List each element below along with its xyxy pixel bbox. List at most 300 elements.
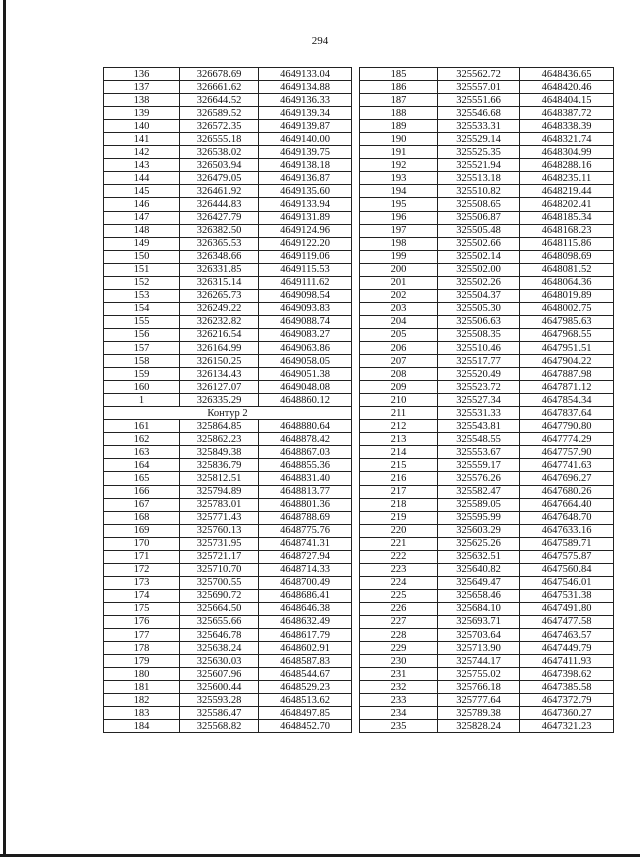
table-row <box>360 629 614 642</box>
x-coordinate: 325506.87 <box>438 211 520 224</box>
x-coordinate: 325721.17 <box>180 550 259 563</box>
y-coordinate: 4649139.87 <box>259 120 352 133</box>
y-coordinate: 4647463.57 <box>520 629 614 642</box>
table-row <box>104 615 352 628</box>
point-number: 144 <box>104 172 180 185</box>
point-number: 224 <box>360 576 438 589</box>
table-row <box>360 315 614 328</box>
x-coordinate: 325766.18 <box>438 681 520 694</box>
table-row <box>104 694 352 707</box>
point-number: 233 <box>360 694 438 707</box>
y-coordinate: 4647385.58 <box>520 681 614 694</box>
x-coordinate: 325849.38 <box>180 446 259 459</box>
y-coordinate: 4649119.06 <box>259 250 352 263</box>
y-coordinate: 4648019.89 <box>520 289 614 302</box>
x-coordinate: 326589.52 <box>180 107 259 120</box>
point-number: 226 <box>360 602 438 615</box>
point-number: 145 <box>104 185 180 198</box>
y-coordinate: 4648855.36 <box>259 459 352 472</box>
point-number: 141 <box>104 133 180 146</box>
table-row <box>360 720 614 733</box>
x-coordinate: 325693.71 <box>438 615 520 628</box>
point-number: 153 <box>104 289 180 302</box>
y-coordinate: 4648420.46 <box>520 81 614 94</box>
x-coordinate: 325508.35 <box>438 328 520 341</box>
table-row <box>360 368 614 381</box>
point-number: 171 <box>104 550 180 563</box>
point-number: 139 <box>104 107 180 120</box>
x-coordinate: 325638.24 <box>180 642 259 655</box>
x-coordinate: 325559.17 <box>438 459 520 472</box>
y-coordinate: 4647648.70 <box>520 511 614 524</box>
y-coordinate: 4649133.94 <box>259 198 352 211</box>
y-coordinate: 4649140.00 <box>259 133 352 146</box>
point-number: 220 <box>360 524 438 537</box>
point-number: 190 <box>360 133 438 146</box>
table-row <box>104 159 352 172</box>
x-coordinate: 325794.89 <box>180 485 259 498</box>
table-row <box>360 681 614 694</box>
y-coordinate: 4648404.15 <box>520 94 614 107</box>
point-number: 157 <box>104 341 180 354</box>
x-coordinate: 325521.94 <box>438 159 520 172</box>
table-row <box>360 642 614 655</box>
y-coordinate: 4647696.27 <box>520 472 614 485</box>
x-coordinate: 326232.82 <box>180 315 259 328</box>
point-number: 178 <box>104 642 180 655</box>
y-coordinate: 4648813.77 <box>259 485 352 498</box>
x-coordinate: 325546.68 <box>438 107 520 120</box>
point-number: 193 <box>360 172 438 185</box>
table-row <box>360 302 614 315</box>
point-number: 148 <box>104 224 180 237</box>
x-coordinate: 326427.79 <box>180 211 259 224</box>
x-coordinate: 325520.49 <box>438 368 520 381</box>
x-coordinate: 325582.47 <box>438 485 520 498</box>
y-coordinate: 4648587.83 <box>259 655 352 668</box>
table-row <box>104 394 352 407</box>
point-number: 186 <box>360 81 438 94</box>
table-row <box>360 511 614 524</box>
y-coordinate: 4647491.80 <box>520 602 614 615</box>
table-row <box>360 707 614 720</box>
table-row <box>104 328 352 341</box>
y-coordinate: 4648321.74 <box>520 133 614 146</box>
point-number: 156 <box>104 328 180 341</box>
y-coordinate: 4648185.34 <box>520 211 614 224</box>
x-coordinate: 325713.90 <box>438 642 520 655</box>
y-coordinate: 4647757.90 <box>520 446 614 459</box>
y-coordinate: 4649058.05 <box>259 355 352 368</box>
x-coordinate: 325593.28 <box>180 694 259 707</box>
x-coordinate: 325632.51 <box>438 550 520 563</box>
table-row <box>104 707 352 720</box>
table-row <box>104 120 352 133</box>
y-coordinate: 4648880.64 <box>259 420 352 433</box>
y-coordinate: 4648288.16 <box>520 159 614 172</box>
x-coordinate: 325600.44 <box>180 681 259 694</box>
x-coordinate: 325553.67 <box>438 446 520 459</box>
table-row <box>104 250 352 263</box>
table-row <box>104 81 352 94</box>
point-number: 160 <box>104 381 180 394</box>
table-row <box>360 263 614 276</box>
table-row <box>104 107 352 120</box>
point-number: 175 <box>104 602 180 615</box>
x-coordinate: 325684.10 <box>438 602 520 615</box>
x-coordinate: 325502.00 <box>438 263 520 276</box>
point-number: 225 <box>360 589 438 602</box>
y-coordinate: 4649136.33 <box>259 94 352 107</box>
coordinates-table-right <box>359 67 614 733</box>
table-row <box>104 185 352 198</box>
point-number: 183 <box>104 707 180 720</box>
point-number: 167 <box>104 498 180 511</box>
y-coordinate: 4648714.33 <box>259 563 352 576</box>
x-coordinate: 325502.26 <box>438 276 520 289</box>
point-number: 151 <box>104 263 180 276</box>
table-row <box>104 589 352 602</box>
y-coordinate: 4647871.12 <box>520 381 614 394</box>
x-coordinate: 326538.02 <box>180 146 259 159</box>
x-coordinate: 325789.38 <box>438 707 520 720</box>
table-row <box>360 237 614 250</box>
point-number: 197 <box>360 224 438 237</box>
x-coordinate: 325760.13 <box>180 524 259 537</box>
x-coordinate: 326661.62 <box>180 81 259 94</box>
x-coordinate: 325864.85 <box>180 420 259 433</box>
table-row <box>360 276 614 289</box>
table-row <box>104 655 352 668</box>
y-coordinate: 4647360.27 <box>520 707 614 720</box>
table-row <box>104 198 352 211</box>
table-row <box>104 289 352 302</box>
y-coordinate: 4648387.72 <box>520 107 614 120</box>
y-coordinate: 4647887.98 <box>520 368 614 381</box>
x-coordinate: 325586.47 <box>180 707 259 720</box>
y-coordinate: 4649115.53 <box>259 263 352 276</box>
y-coordinate: 4649088.74 <box>259 315 352 328</box>
table-row <box>104 302 352 315</box>
point-number: 136 <box>104 68 180 81</box>
point-number: 196 <box>360 211 438 224</box>
point-number: 170 <box>104 537 180 550</box>
point-number: 234 <box>360 707 438 720</box>
point-number: 215 <box>360 459 438 472</box>
point-number: 207 <box>360 355 438 368</box>
point-number: 140 <box>104 120 180 133</box>
y-coordinate: 4648452.70 <box>259 720 352 733</box>
point-number: 232 <box>360 681 438 694</box>
y-coordinate: 4648867.03 <box>259 446 352 459</box>
x-coordinate: 326335.29 <box>180 394 259 407</box>
y-coordinate: 4648002.75 <box>520 302 614 315</box>
point-number: 231 <box>360 668 438 681</box>
point-number: 216 <box>360 472 438 485</box>
x-coordinate: 325658.46 <box>438 589 520 602</box>
x-coordinate: 325543.81 <box>438 420 520 433</box>
y-coordinate: 4648115.86 <box>520 237 614 250</box>
point-number: 147 <box>104 211 180 224</box>
y-coordinate: 4648741.31 <box>259 537 352 550</box>
x-coordinate: 325755.02 <box>438 668 520 681</box>
table-row <box>360 289 614 302</box>
table-row <box>360 81 614 94</box>
y-coordinate: 4648632.49 <box>259 615 352 628</box>
x-coordinate: 325640.82 <box>438 563 520 576</box>
x-coordinate: 325595.99 <box>438 511 520 524</box>
y-coordinate: 4648304.99 <box>520 146 614 159</box>
y-coordinate: 4648878.42 <box>259 433 352 446</box>
point-number: 165 <box>104 472 180 485</box>
point-number: 210 <box>360 394 438 407</box>
x-coordinate: 325533.31 <box>438 120 520 133</box>
table-row <box>104 681 352 694</box>
x-coordinate: 326678.69 <box>180 68 259 81</box>
x-coordinate: 326555.18 <box>180 133 259 146</box>
y-coordinate: 4648686.41 <box>259 589 352 602</box>
y-coordinate: 4647837.64 <box>520 407 614 420</box>
table-row <box>360 498 614 511</box>
x-coordinate: 325812.51 <box>180 472 259 485</box>
x-coordinate: 325505.30 <box>438 302 520 315</box>
point-number: 199 <box>360 250 438 263</box>
x-coordinate: 326164.99 <box>180 341 259 354</box>
point-number: 204 <box>360 315 438 328</box>
x-coordinate: 326331.85 <box>180 263 259 276</box>
x-coordinate: 326572.35 <box>180 120 259 133</box>
table-row <box>104 576 352 589</box>
point-number: 176 <box>104 615 180 628</box>
table-row <box>360 107 614 120</box>
point-number: 137 <box>104 81 180 94</box>
point-number: 185 <box>360 68 438 81</box>
x-coordinate: 325506.63 <box>438 315 520 328</box>
y-coordinate: 4647904.22 <box>520 355 614 368</box>
x-coordinate: 325655.66 <box>180 615 259 628</box>
table-row <box>104 237 352 250</box>
y-coordinate: 4648513.62 <box>259 694 352 707</box>
table-row <box>360 394 614 407</box>
y-coordinate: 4648788.69 <box>259 511 352 524</box>
table-row <box>104 550 352 563</box>
y-coordinate: 4648081.52 <box>520 263 614 276</box>
y-coordinate: 4648219.44 <box>520 185 614 198</box>
y-coordinate: 4648436.65 <box>520 68 614 81</box>
x-coordinate: 325510.46 <box>438 341 520 354</box>
x-coordinate: 326479.05 <box>180 172 259 185</box>
point-number: 159 <box>104 368 180 381</box>
table-row <box>104 172 352 185</box>
table-row <box>104 537 352 550</box>
point-number: 219 <box>360 511 438 524</box>
x-coordinate: 325690.72 <box>180 589 259 602</box>
x-coordinate: 325513.18 <box>438 172 520 185</box>
x-coordinate: 325731.95 <box>180 537 259 550</box>
table-row <box>104 224 352 237</box>
point-number: 173 <box>104 576 180 589</box>
point-number: 217 <box>360 485 438 498</box>
y-coordinate: 4648602.91 <box>259 642 352 655</box>
y-coordinate: 4647589.71 <box>520 537 614 550</box>
x-coordinate: 325630.03 <box>180 655 259 668</box>
contour-heading: Контур 2 <box>104 407 352 420</box>
y-coordinate: 4649133.04 <box>259 68 352 81</box>
y-coordinate: 4647477.58 <box>520 615 614 628</box>
point-number: 230 <box>360 655 438 668</box>
table-row <box>360 185 614 198</box>
x-coordinate: 325836.79 <box>180 459 259 472</box>
point-number: 154 <box>104 302 180 315</box>
point-number: 166 <box>104 485 180 498</box>
table-row <box>360 211 614 224</box>
y-coordinate: 4648775.76 <box>259 524 352 537</box>
y-coordinate: 4648544.67 <box>259 668 352 681</box>
point-number: 180 <box>104 668 180 681</box>
y-coordinate: 4648168.23 <box>520 224 614 237</box>
y-coordinate: 4649124.96 <box>259 224 352 237</box>
y-coordinate: 4648235.11 <box>520 172 614 185</box>
point-number: 181 <box>104 681 180 694</box>
x-coordinate: 325589.05 <box>438 498 520 511</box>
point-number: 146 <box>104 198 180 211</box>
y-coordinate: 4649136.87 <box>259 172 352 185</box>
table-row <box>360 420 614 433</box>
table-row <box>104 511 352 524</box>
table-row <box>360 694 614 707</box>
table-row <box>360 159 614 172</box>
y-coordinate: 4649098.54 <box>259 289 352 302</box>
y-coordinate: 4648202.41 <box>520 198 614 211</box>
table-row <box>104 720 352 733</box>
point-number: 201 <box>360 276 438 289</box>
table-row <box>360 563 614 576</box>
point-number: 200 <box>360 263 438 276</box>
table-row <box>104 276 352 289</box>
table-row <box>104 263 352 276</box>
x-coordinate: 325517.77 <box>438 355 520 368</box>
table-row <box>360 120 614 133</box>
point-number: 211 <box>360 407 438 420</box>
y-coordinate: 4648497.85 <box>259 707 352 720</box>
table-row <box>360 381 614 394</box>
y-coordinate: 4647372.79 <box>520 694 614 707</box>
table-row <box>104 355 352 368</box>
table-row <box>360 198 614 211</box>
point-number: 164 <box>104 459 180 472</box>
x-coordinate: 326461.92 <box>180 185 259 198</box>
y-coordinate: 4647575.87 <box>520 550 614 563</box>
y-coordinate: 4649111.62 <box>259 276 352 289</box>
x-coordinate: 325828.24 <box>438 720 520 733</box>
table-row <box>360 472 614 485</box>
y-coordinate: 4649122.20 <box>259 237 352 250</box>
table-row <box>104 629 352 642</box>
table-row <box>104 420 352 433</box>
x-coordinate: 325502.66 <box>438 237 520 250</box>
table-row <box>360 172 614 185</box>
x-coordinate: 325527.34 <box>438 394 520 407</box>
contour-2-rows <box>104 420 352 733</box>
x-coordinate: 325523.72 <box>438 381 520 394</box>
point-number: 194 <box>360 185 438 198</box>
y-coordinate: 4647790.80 <box>520 420 614 433</box>
y-coordinate: 4647560.84 <box>520 563 614 576</box>
table-row <box>104 668 352 681</box>
y-coordinate: 4647985.63 <box>520 315 614 328</box>
y-coordinate: 4649083.27 <box>259 328 352 341</box>
point-number: 223 <box>360 563 438 576</box>
point-number: 195 <box>360 198 438 211</box>
table-row <box>360 615 614 628</box>
point-number: 149 <box>104 237 180 250</box>
table-row <box>360 524 614 537</box>
point-number: 229 <box>360 642 438 655</box>
point-number: 227 <box>360 615 438 628</box>
table-row <box>360 133 614 146</box>
point-number: 206 <box>360 341 438 354</box>
point-number: 198 <box>360 237 438 250</box>
contour-heading-row <box>104 407 352 420</box>
point-number: 1 <box>104 394 180 407</box>
coordinates-table-left <box>103 67 352 733</box>
x-coordinate: 326644.52 <box>180 94 259 107</box>
point-number: 228 <box>360 629 438 642</box>
y-coordinate: 4648617.79 <box>259 629 352 642</box>
y-coordinate: 4647633.16 <box>520 524 614 537</box>
y-coordinate: 4649134.88 <box>259 81 352 94</box>
table-row <box>104 472 352 485</box>
table-row <box>104 368 352 381</box>
y-coordinate: 4649138.18 <box>259 159 352 172</box>
x-coordinate: 325607.96 <box>180 668 259 681</box>
x-coordinate: 325862.23 <box>180 433 259 446</box>
x-coordinate: 325625.26 <box>438 537 520 550</box>
table-row <box>104 498 352 511</box>
x-coordinate: 325649.47 <box>438 576 520 589</box>
point-number: 187 <box>360 94 438 107</box>
point-number: 222 <box>360 550 438 563</box>
table-row <box>360 250 614 263</box>
x-coordinate: 325510.82 <box>438 185 520 198</box>
x-coordinate: 326249.22 <box>180 302 259 315</box>
y-coordinate: 4647680.26 <box>520 485 614 498</box>
y-coordinate: 4649135.60 <box>259 185 352 198</box>
x-coordinate: 325551.66 <box>438 94 520 107</box>
y-coordinate: 4647968.55 <box>520 328 614 341</box>
point-number: 155 <box>104 315 180 328</box>
y-coordinate: 4649063.86 <box>259 341 352 354</box>
y-coordinate: 4648338.39 <box>520 120 614 133</box>
x-coordinate: 325529.14 <box>438 133 520 146</box>
table-row <box>360 355 614 368</box>
x-coordinate: 326503.94 <box>180 159 259 172</box>
contour-heading-group <box>104 407 352 420</box>
table-row <box>104 524 352 537</box>
y-coordinate: 4649051.38 <box>259 368 352 381</box>
table-row <box>104 341 352 354</box>
point-number: 202 <box>360 289 438 302</box>
table-row <box>104 133 352 146</box>
table-row <box>360 602 614 615</box>
x-coordinate: 325777.64 <box>438 694 520 707</box>
point-number: 209 <box>360 381 438 394</box>
point-number: 212 <box>360 420 438 433</box>
page-number: 294 <box>311 35 329 47</box>
point-number: 191 <box>360 146 438 159</box>
table-row <box>104 602 352 615</box>
point-number: 174 <box>104 589 180 602</box>
